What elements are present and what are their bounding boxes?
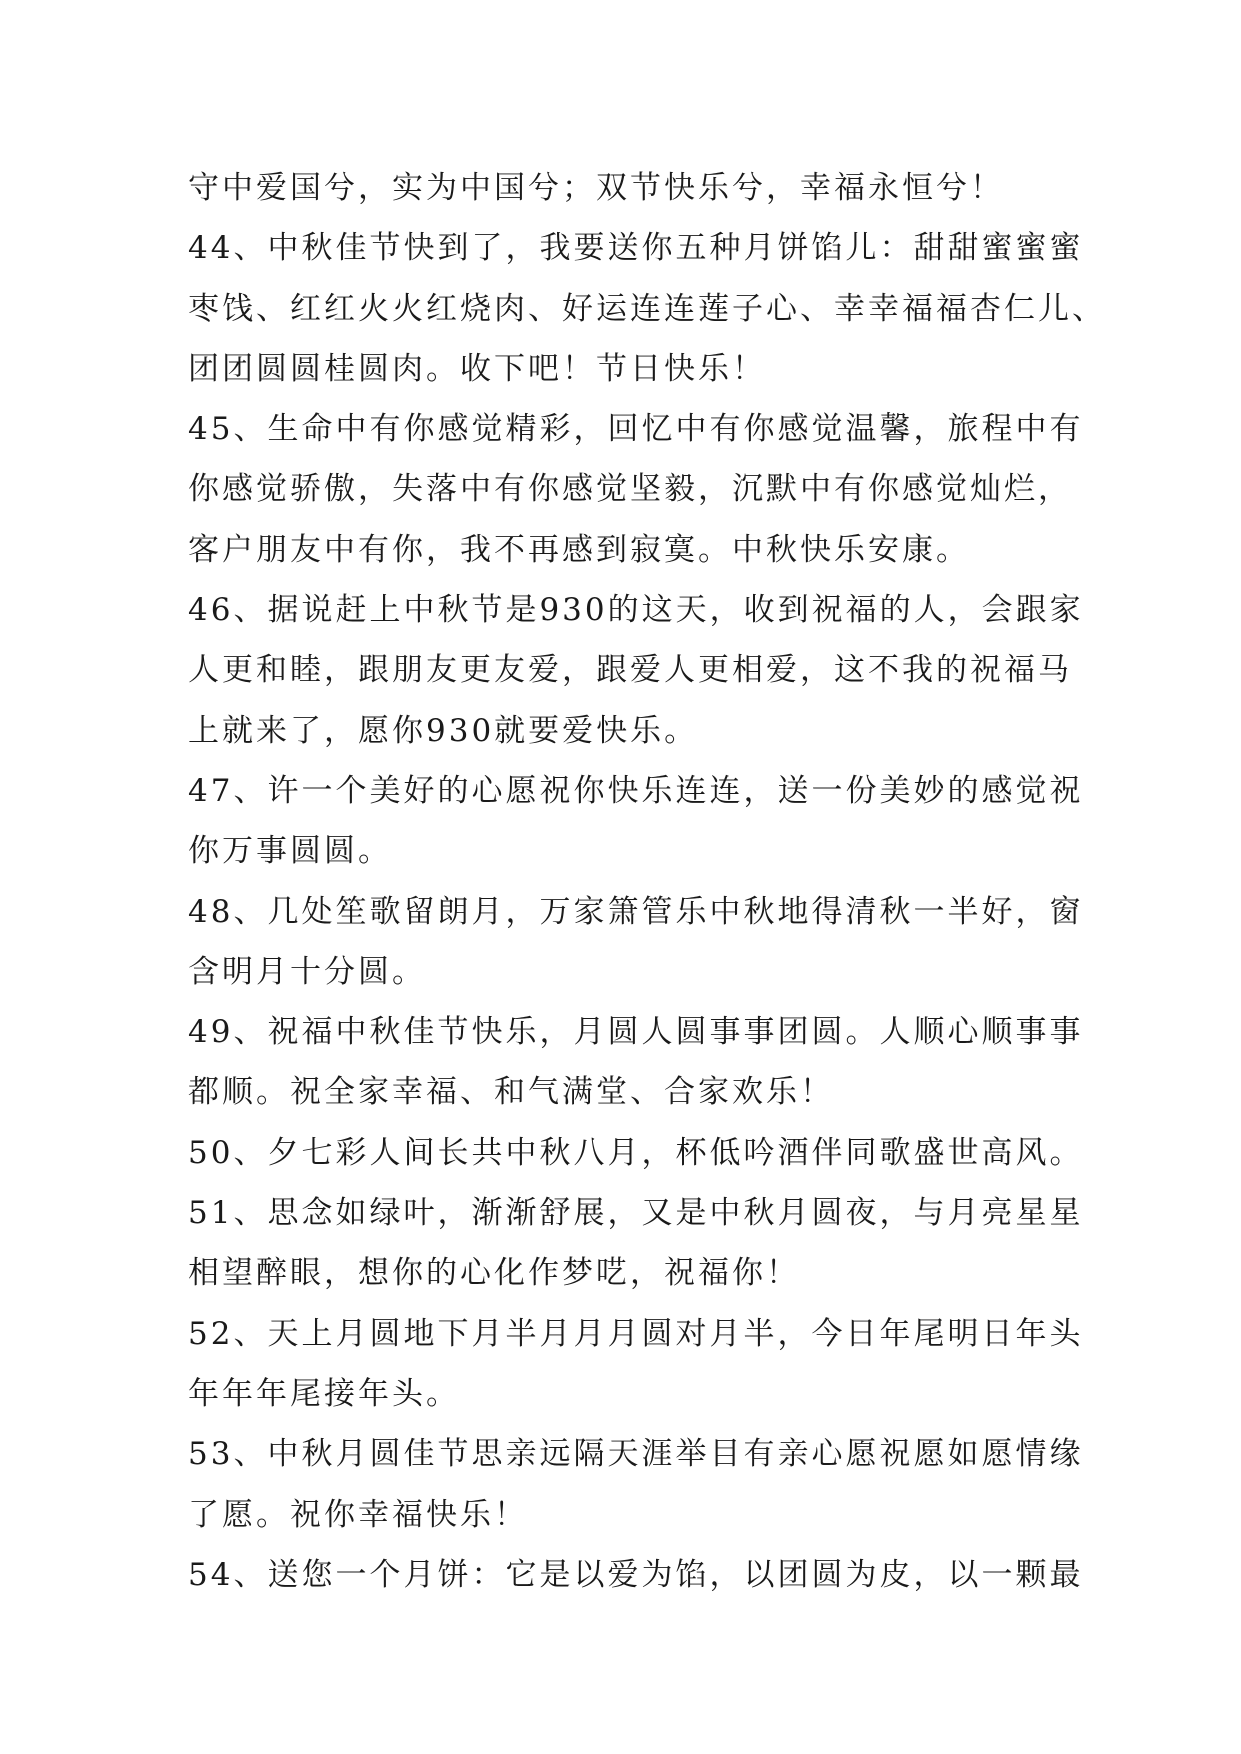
text-line: 46、据说赶上中秋节是930的这天，收到祝福的人，会跟家 bbox=[188, 592, 1084, 629]
text-line: 54、送您一个月饼：它是以爱为馅，以团圆为皮，以一颗最 bbox=[188, 1556, 1084, 1593]
text-line: 52、天上月圆地下月半月月月圆对月半，今日年尾明日年头 bbox=[188, 1315, 1084, 1352]
text-line: 相望醉眼，想你的心化作梦呓，祝福你！ bbox=[188, 1255, 800, 1292]
text-line: 人更和睦，跟朋友更友爱，跟爱人更相爱，这不我的祝福马 bbox=[188, 652, 1072, 689]
text-line: 上就来了，愿你930就要爱快乐。 bbox=[188, 712, 699, 749]
text-line: 45、生命中有你感觉精彩，回忆中有你感觉温馨，旅程中有 bbox=[188, 411, 1084, 448]
text-line: 53、中秋月圆佳节思亲远隔天涯举目有亲心愿祝愿如愿情缘 bbox=[188, 1436, 1084, 1473]
text-line: 44、中秋佳节快到了，我要送你五种月饼馅儿：甜甜蜜蜜蜜 bbox=[188, 230, 1084, 267]
text-line: 年年年尾接年头。 bbox=[188, 1375, 460, 1412]
text-line: 了愿。祝你幸福快乐！ bbox=[188, 1496, 528, 1533]
text-line: 含明月十分圆。 bbox=[188, 953, 426, 990]
text-line: 50、夕七彩人间长共中秋八月，杯低吟酒伴同歌盛世高风。 bbox=[188, 1134, 1084, 1171]
text-line: 都顺。祝全家幸福、和气满堂、合家欢乐！ bbox=[188, 1074, 834, 1111]
text-line: 客户朋友中有你，我不再感到寂寞。中秋快乐安康。 bbox=[188, 531, 970, 568]
text-line: 48、几处笙歌留朗月，万家箫管乐中秋地得清秋一半好，窗 bbox=[188, 893, 1084, 930]
text-line: 47、许一个美好的心愿祝你快乐连连，送一份美妙的感觉祝 bbox=[188, 772, 1084, 809]
document-body bbox=[188, 158, 1106, 1605]
text-line: 团团圆圆桂圆肉。收下吧！节日快乐！ bbox=[188, 350, 766, 387]
text-line: 枣饯、红红火火红烧肉、好运连连莲子心、幸幸福福杏仁儿、 bbox=[188, 290, 1106, 327]
text-line: 你万事圆圆。 bbox=[188, 833, 392, 870]
text-line: 51、思念如绿叶，渐渐舒展，又是中秋月圆夜，与月亮星星 bbox=[188, 1195, 1084, 1232]
text-line: 49、祝福中秋佳节快乐，月圆人圆事事团圆。人顺心顺事事 bbox=[188, 1014, 1084, 1051]
text-line: 你感觉骄傲，失落中有你感觉坚毅，沉默中有你感觉灿烂， bbox=[188, 471, 1072, 508]
text-line: 守中爱国兮，实为中国兮；双节快乐兮，幸福永恒兮！ bbox=[188, 170, 1004, 206]
